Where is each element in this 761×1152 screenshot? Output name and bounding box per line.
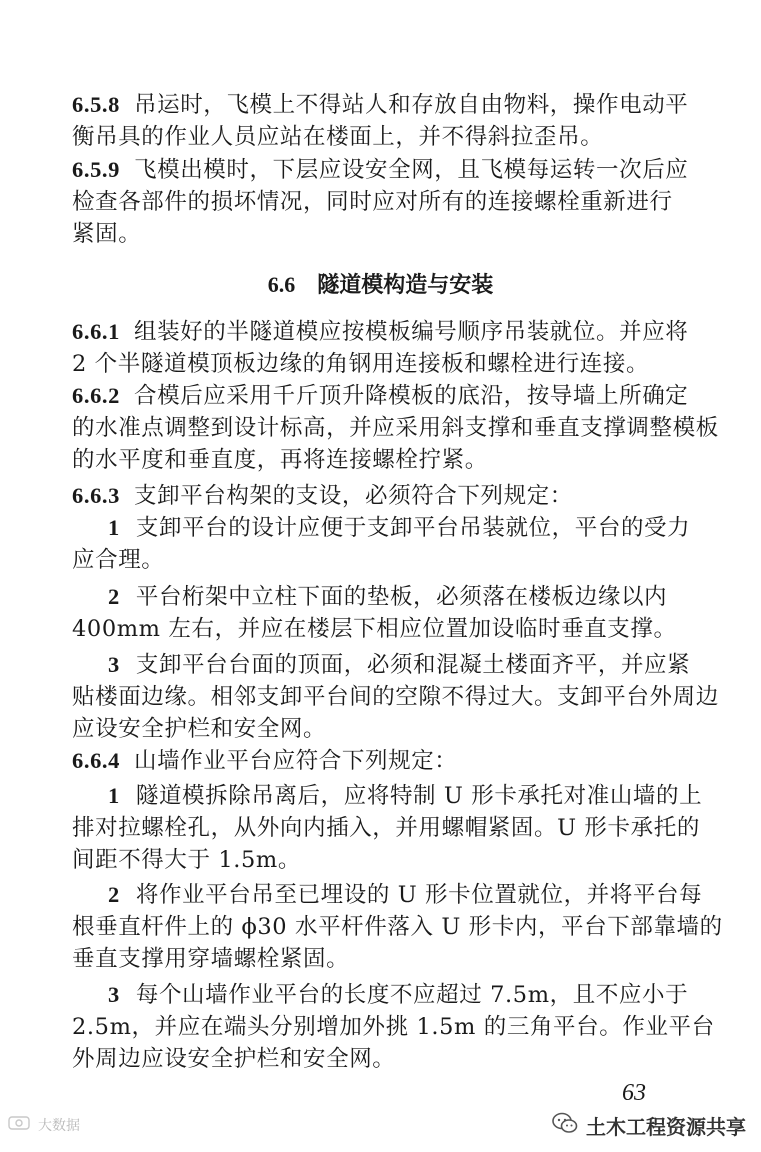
section-number: 6.6 (267, 272, 296, 297)
clause-6-6-4-item-1-line-3: 间距不得大于 1.5m。 (72, 847, 301, 873)
clause-6-6-4-item-2-line-1 (108, 880, 702, 910)
clause-6-6-4-item-1-line-1 (108, 781, 702, 811)
item-number: 1 (108, 515, 120, 540)
item-text: 隧道模拆除吊离后，应将特制 U 形卡承托对准山墙的上 (135, 783, 703, 809)
item-number: 3 (108, 982, 120, 1007)
clause-6-6-3-item-2-line-1 (108, 582, 667, 612)
watermark-corner-text: 大数据 (38, 1118, 80, 1134)
section-heading-6-6 (0, 270, 761, 301)
clause-text: 飞模出模时，下层应设安全网，且飞模每运转一次后应 (134, 157, 689, 183)
clause-text: 组装好的半隧道模应按模板编号顺序吊装就位。并应将 (134, 319, 689, 345)
page-number: 63 (622, 1080, 646, 1106)
clause-6-6-3-item-2-line-2: 400mm 左右，并应在楼层下相应位置加设临时垂直支撑。 (72, 616, 677, 642)
clause-number: 6.6.2 (72, 383, 120, 408)
item-number: 3 (108, 652, 120, 677)
watermark-account (552, 1110, 746, 1140)
item-number: 2 (108, 584, 120, 609)
clause-6-5-9-line-3: 紧固。 (72, 221, 142, 247)
clause-6-5-9-line-2: 检查各部件的损坏情况，同时应对所有的连接螺栓重新进行 (72, 189, 673, 215)
clause-number: 6.5.8 (72, 92, 120, 117)
clause-6-6-3-item-1-line-1 (108, 513, 690, 543)
watermark-logo-icon (8, 1114, 30, 1136)
clause-number: 6.6.3 (72, 483, 120, 508)
clause-text: 合模后应采用千斤顶升降模板的底沿，按导墙上所确定 (134, 383, 689, 409)
clause-number: 6.6.1 (72, 319, 120, 344)
clause-6-5-8-line-2: 衡吊具的作业人员应站在楼面上，并不得斜拉歪吊。 (72, 124, 604, 150)
clause-6-6-4-item-1-line-2: 排对拉螺栓孔，从外向内插入，并用螺帽紧固。U 形卡承托的 (72, 815, 700, 841)
clause-6-6-4-item-3-line-3: 外周边应设安全护栏和安全网。 (72, 1046, 396, 1072)
item-text: 每个山墙作业平台的长度不应超过 7.5m，且不应小于 (135, 982, 689, 1008)
clause-6-6-4-item-3-line-2: 2.5m，并应在端头分别增加外挑 1.5m 的三角平台。作业平台 (72, 1014, 715, 1040)
item-text: 支卸平台的设计应便于支卸平台吊装就位，平台的受力 (135, 515, 691, 541)
clause-6-6-2-line-2: 的水准点调整到设计标高，并应采用斜支撑和垂直支撑调整模板 (72, 415, 719, 441)
clause-6-6-4-item-3-line-1 (108, 980, 688, 1010)
item-text: 将作业平台吊至已埋设的 U 形卡位置就位，并将平台每 (135, 882, 703, 908)
clause-6-6-1-line-1 (72, 317, 688, 347)
clause-6-5-8-line-1 (72, 90, 688, 120)
item-number: 2 (108, 882, 120, 907)
item-text: 支卸平台台面的顶面，必须和混凝土楼面齐平，并应紧 (135, 652, 691, 678)
clause-6-6-3-item-3-line-1 (108, 650, 690, 680)
clause-6-6-4-item-2-line-3: 垂直支撑用穿墙螺栓紧固。 (72, 946, 350, 972)
section-title: 隧道模构造与安装 (317, 273, 494, 298)
clause-6-6-3-line-1 (72, 481, 573, 511)
clause-6-6-2-line-1 (72, 381, 688, 411)
clause-6-6-3-item-3-line-2: 贴楼面边缘。相邻支卸平台间的空隙不得过大。支卸平台外周边 (72, 684, 719, 710)
watermark-corner (8, 1110, 80, 1140)
clause-text: 吊运时，飞模上不得站人和存放自由物料，操作电动平 (134, 92, 689, 118)
clause-6-6-2-line-3: 的水平度和垂直度，再将连接螺栓拧紧。 (72, 447, 488, 473)
item-number: 1 (108, 783, 120, 808)
clause-text: 支卸平台构架的支设，必须符合下列规定： (134, 483, 573, 509)
wechat-icon (552, 1112, 578, 1139)
clause-6-6-1-line-2: 2 个半隧道模顶板边缘的角钢用连接板和螺栓进行连接。 (72, 351, 650, 377)
clause-6-5-9-line-1 (72, 155, 688, 185)
clause-text: 山墙作业平台应符合下列规定： (134, 748, 458, 774)
clause-6-6-4-line-1 (72, 746, 457, 776)
clause-number: 6.5.9 (72, 157, 120, 182)
item-text: 平台桁架中立柱下面的垫板，必须落在楼板边缘以内 (135, 584, 668, 610)
clause-6-6-3-item-1-line-2: 应合理。 (72, 547, 165, 573)
clause-number: 6.6.4 (72, 748, 120, 773)
clause-6-6-3-item-3-line-3: 应设安全护栏和安全网。 (72, 716, 327, 742)
watermark-account-name: 土木工程资源共享 (586, 1114, 746, 1139)
clause-6-6-4-item-2-line-2: 根垂直杆件上的 ϕ30 水平杆件落入 U 形卡内，平台下部靠墙的 (72, 914, 723, 940)
